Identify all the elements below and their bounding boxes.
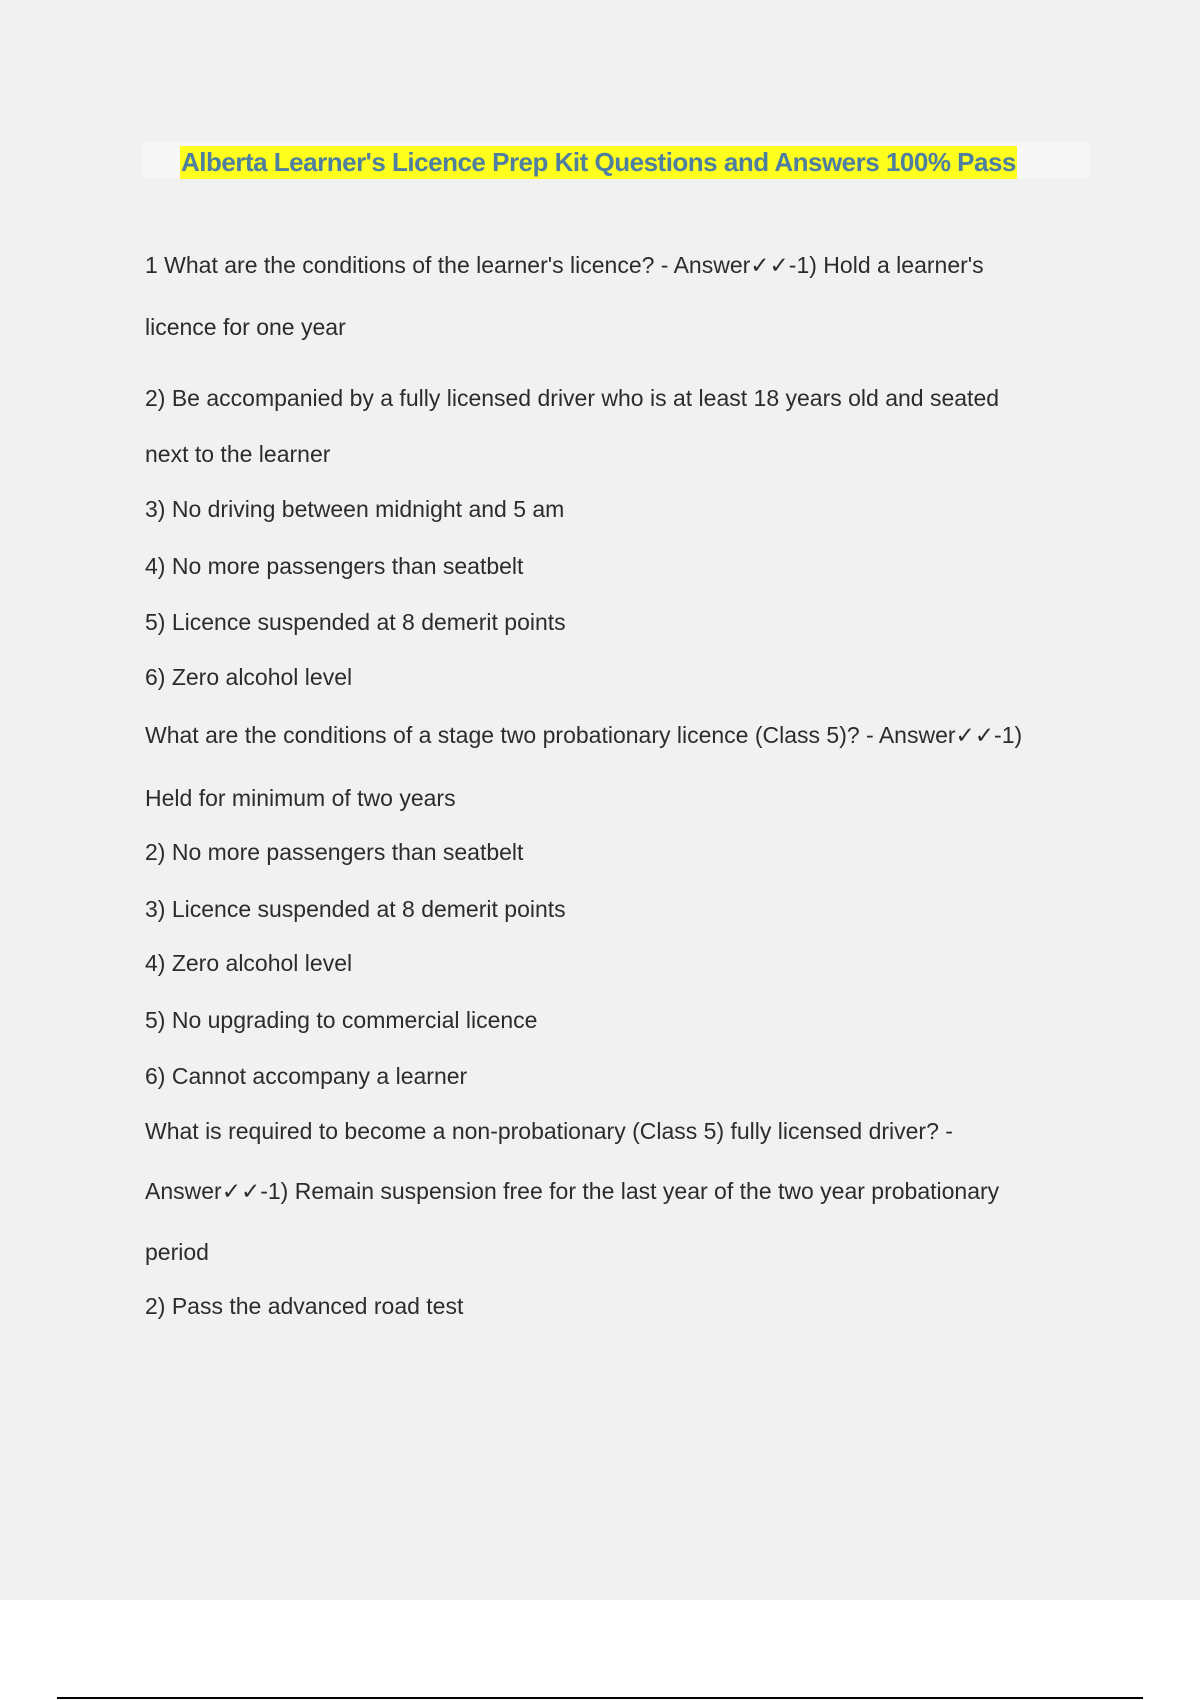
text-line: 1 What are the conditions of the learner's licence? - Answer✓✓-1) Hold a learner's	[145, 252, 984, 278]
text-line: 6) Zero alcohol level	[145, 664, 353, 690]
text-line: 3) Licence suspended at 8 demerit points	[145, 896, 566, 922]
text-line: 2) Pass the advanced road test	[145, 1293, 464, 1319]
text-line: 5) Licence suspended at 8 demerit points	[145, 609, 566, 635]
text-line: 4) Zero alcohol level	[145, 950, 353, 976]
text-line: next to the learner	[145, 441, 331, 467]
text-line: What is required to become a non-probationary (Class 5) fully licensed driver? -	[145, 1118, 953, 1144]
text-line: 2) Be accompanied by a fully licensed driver who is at least 18 years old and seated	[145, 385, 1000, 411]
text-line: Held for minimum of two years	[145, 785, 456, 811]
text-line: Answer✓✓-1) Remain suspension free for the last year of the two year probationary	[145, 1178, 1000, 1204]
text-line: 4) No more passengers than seatbelt	[145, 553, 524, 579]
text-line: 3) No driving between midnight and 5 am	[145, 496, 565, 522]
text-line: 5) No upgrading to commercial licence	[145, 1007, 538, 1033]
footer-rule	[57, 1697, 1143, 1699]
text-line: licence for one year	[145, 314, 346, 340]
text-line: 6) Cannot accompany a learner	[145, 1063, 468, 1089]
document-title: Alberta Learner's Licence Prep Kit Questions and Answers 100% Pass	[181, 147, 1016, 177]
text-line: period	[145, 1239, 209, 1265]
text-line: 2) No more passengers than seatbelt	[145, 839, 524, 865]
text-line: What are the conditions of a stage two probationary licence (Class 5)? - Answer✓✓-1)	[145, 722, 1023, 748]
